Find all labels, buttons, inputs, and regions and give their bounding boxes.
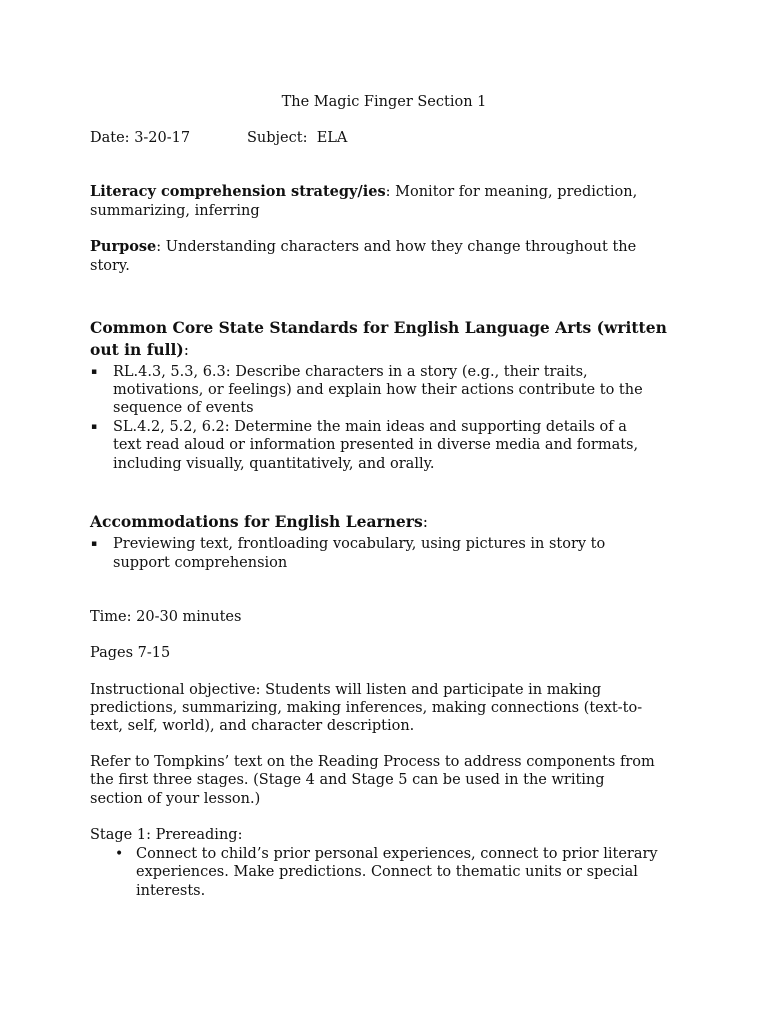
standards-heading-2-line: [90, 340, 189, 360]
refer-line-3: section of your lesson.): [90, 791, 261, 807]
date-value: 3-20-17: [134, 130, 191, 146]
pages-line: Pages 7-15: [90, 645, 171, 661]
subject-value: ELA: [316, 130, 348, 146]
refer-line-2: the first three stages. (Stage 4 and Stage 5 can be used in the writing: [90, 772, 605, 788]
subject-label: Subject:: [247, 130, 308, 146]
objective-line-2: predictions, summarizing, making inferences, making connections (text-to-: [90, 700, 643, 716]
stage1-item-line-1: Connect to child’s prior personal experiences, connect to prior literary: [136, 846, 658, 862]
refer-line-1: Refer to Tompkins’ text on the Reading Process to address components from: [90, 754, 655, 770]
standard-1-line-3: sequence of events: [113, 400, 254, 416]
stage1-item-line-2: experiences. Make predictions. Connect to thematic units or special: [136, 864, 638, 880]
accommodations-heading: Accommodations for English Learners: [90, 512, 423, 531]
standard-2-line-2: text read aloud or information presented in diverse media and formats,: [113, 437, 639, 453]
square-bullet-icon: ▪: [91, 367, 98, 377]
round-bullet-icon: •: [115, 846, 124, 862]
literacy-label: Literacy comprehension strategy/ies: [90, 183, 386, 200]
date-subject-row: [90, 129, 348, 147]
accommodation-line-2: support comprehension: [113, 555, 288, 571]
standards-colon: :: [183, 341, 189, 359]
standard-2-line-1: SL.4.2, 5.2, 6.2: Determine the main ideas and supporting details of a: [113, 419, 627, 435]
purpose-text-1: : Understanding characters and how they change throughout the: [156, 239, 637, 255]
standards-heading-2: out in full): [90, 340, 184, 359]
accommodations-heading-line: [90, 512, 428, 532]
stage1-heading: Stage 1: Prereading:: [90, 827, 243, 843]
standard-1-line-2: motivations, or feelings) and explain how their actions contribute to the: [113, 382, 643, 398]
standards-heading-1: Common Core State Standards for English Language Arts (written: [90, 318, 667, 337]
standard-2-line-3: including visually, quantitatively, and orally.: [113, 456, 435, 472]
date-label: Date:: [90, 130, 130, 146]
accommodations-colon: :: [422, 513, 428, 531]
subject-group: [247, 129, 347, 147]
stage1-item-line-3: interests.: [136, 883, 206, 899]
square-bullet-icon: ▪: [91, 422, 98, 432]
literacy-text-1: : Monitor for meaning, prediction,: [385, 184, 638, 200]
square-bullet-icon: ▪: [91, 539, 98, 549]
literacy-line-2: summarizing, inferring: [90, 203, 260, 219]
objective-line-1: Instructional objective: Students will listen and participate in making: [90, 682, 602, 698]
purpose-label: Purpose: [90, 238, 157, 255]
document-title: The Magic Finger Section 1: [281, 94, 487, 110]
time-line: Time: 20-30 minutes: [90, 609, 242, 625]
accommodation-line-1: Previewing text, frontloading vocabulary, using pictures in story to: [113, 536, 606, 552]
purpose-line-2: story.: [90, 258, 130, 274]
objective-line-3: text, self, world), and character description.: [90, 718, 415, 734]
purpose-line-1: [90, 238, 636, 257]
standard-1-line-1: RL.4.3, 5.3, 6.3: Describe characters in a story (e.g., their traits,: [113, 364, 588, 380]
literacy-line-1: [90, 183, 637, 202]
